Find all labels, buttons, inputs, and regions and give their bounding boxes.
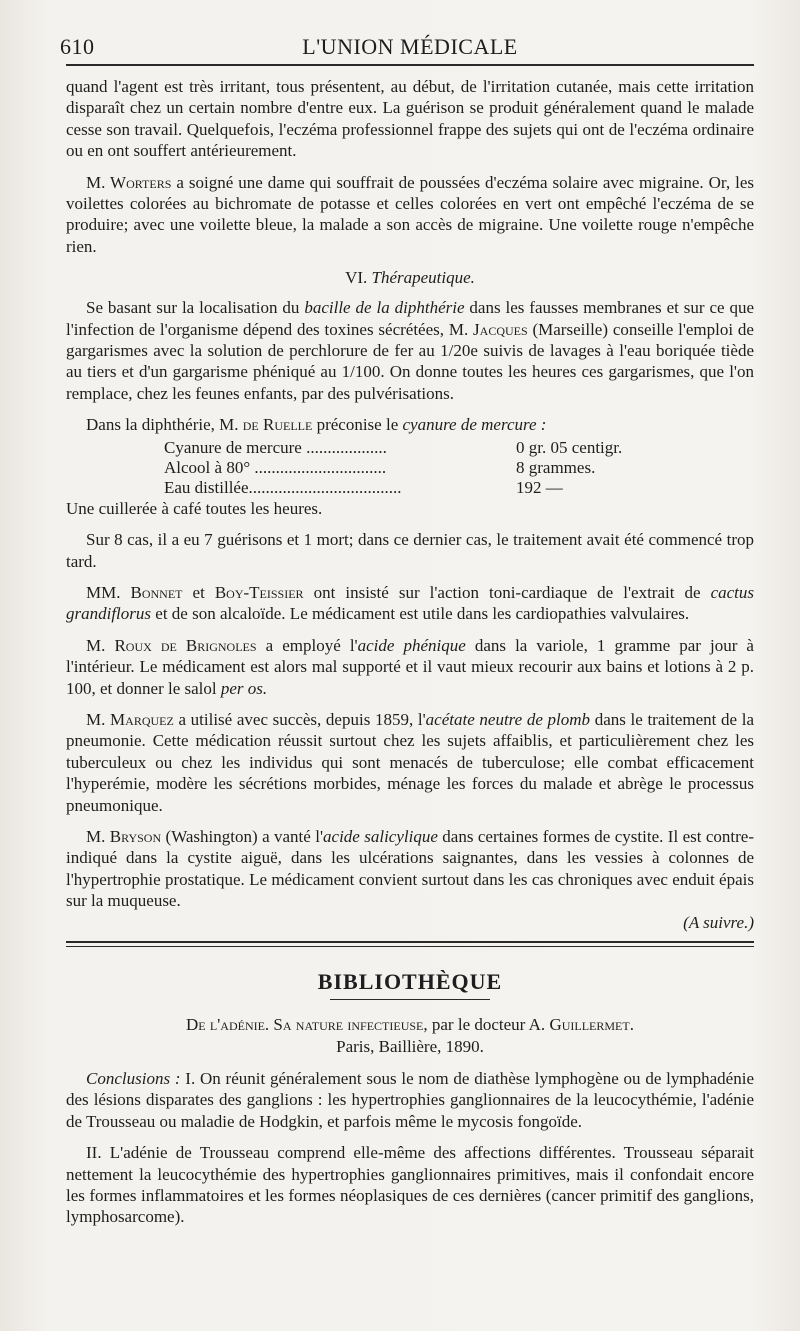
running-head <box>60 34 754 64</box>
italic-term: bacille de la diphthérie <box>304 298 465 318</box>
heading-underline <box>330 999 490 1000</box>
text-run: Se basant sur la localisation du <box>86 298 305 318</box>
author-name: Boy-Teissier <box>214 582 304 602</box>
formula-ingredient: Cyanure de mercure ................... <box>164 437 387 457</box>
book-reference <box>66 1014 754 1036</box>
paragraph-bryson <box>66 826 754 912</box>
text-run: M. <box>86 635 115 655</box>
italic-term: acétate neutre de plomb <box>425 709 591 729</box>
text-run: et <box>182 582 215 602</box>
text-run: I. On réunit généralement sous le nom de diathèse lymphogène ou de lymphadénie des lésions disparates des ganglions : les hypertrophies ganglionnaires de la leucocythémie, l'adénie de Trousseau ou maladie de Hodgkin, et parfois même le mycosis fongoïde. <box>66 1069 754 1131</box>
text-run: a utilisé avec succès, depuis 1859, l' <box>173 709 426 729</box>
section-separator <box>66 941 754 947</box>
publisher-line: Paris, Baillière, 1890. <box>336 1037 484 1056</box>
text-run: (Marseille) conseille l'emploi de gargarismes avec la solution de perchlorure de fer au 1/20e suivis de lavages à l'eau boriquée tiède au tiers et d'un gargarisme phéniqué au 1/100. On donne toutes les heures ces gargarismes, que l'on remplace, chez les feunes enfants, par des pulvérisations. <box>66 319 754 403</box>
text-run: a employé l' <box>256 635 358 655</box>
paragraph-eczema-professionnel: quand l'agent est très irritant, tous présentent, au début, de l'irritation cutanée, mais cette irritation disparaît chez un certain nombre d'entre eux. La guérison se produit généralement quand le malade cesse son travail. Quelquefois, l'eczéma professionnel frappe des sujets qui ont de l'eczéma ordinaire ou en ont souffert antérieurement. <box>66 77 754 161</box>
paragraph-bonnet <box>66 582 754 625</box>
bibliotheque-heading: BIBLIOTHÈQUE <box>317 969 503 994</box>
formula-quantity: 192 — <box>516 477 563 497</box>
separator-rule <box>66 941 754 943</box>
paragraph-worters <box>66 172 754 258</box>
text-run: dans la variole, 1 gramme par jour à l'intérieur. Le médicament est alors mal supporté et il vaut mieux recourir aux bains et lotions à 2 p. 100, et donner le salol <box>66 635 754 698</box>
text-run: par le docteur A. <box>427 1015 550 1034</box>
text-run: dans certaines formes de cystite. Il est contre-indiqué dans la cystite aiguë, dans les ulcérations saignantes, dans les vessies à colonnes de l'hypertrophie prostatique. Le médicament convient surtout dans les cas chroniques avec enduit épais sur la muqueuse. <box>66 826 754 911</box>
italic-term: cactus grandiflorus <box>66 582 754 624</box>
to-be-continued: (A suivre.) <box>683 912 754 932</box>
text-run: dans le traitement de la pneumonie. Cette médication réussit surtout chez les sujets affaiblis, et particulièrement chez les tuberculeux ou chez les individus qui sont menacés de tuberculose; elle combat efficacement l'hyperémie, modère les sécrétions morbides, ménage les forces du malade et abrège le processus pneumonique. <box>66 709 754 815</box>
book-title: De l'adénie. Sa nature infectieuse, <box>186 1015 428 1034</box>
author-name: de Ruelle <box>242 415 313 435</box>
section-heading <box>66 267 754 289</box>
journal-title: L'UNION MÉDICALE <box>302 34 518 59</box>
header-rule <box>66 64 754 66</box>
text-run: ont insisté sur l'action toni-cardiaque de l'extrait de <box>303 582 711 602</box>
author-name: Guillermet. <box>549 1015 634 1034</box>
formula-row <box>164 438 754 458</box>
formula-quantity: 8 grammes. <box>516 457 596 477</box>
italic-term: cyanure de mercure : <box>402 415 547 435</box>
author-name: Marquez <box>110 709 174 729</box>
paragraph-roux <box>66 635 754 699</box>
italic-term: acide phénique <box>357 635 466 655</box>
text-run: préconise le <box>312 415 403 435</box>
text-run: et de son alcaloïde. Le médicament est utile dans les cardiopathies valvulaires. <box>151 604 690 624</box>
paragraph-dosage: Une cuillerée à café toutes les heures. <box>66 498 323 518</box>
author-name: Bonnet <box>130 582 183 602</box>
formula-ingredient: Eau distillée.................................... <box>164 477 402 497</box>
text-run: (Washington) a vanté l' <box>161 826 324 846</box>
author-name: M. Worters <box>86 172 172 192</box>
text-run: M. <box>86 709 111 729</box>
text-run: M. <box>86 826 110 846</box>
italic-term: Conclusions : <box>86 1069 181 1088</box>
formula-quantity: 0 gr. 05 centigr. <box>516 437 623 457</box>
author-name: Jacques <box>473 319 528 339</box>
formula-ingredient: Alcool à 80° ............................... <box>164 457 387 477</box>
formula-row <box>164 478 754 498</box>
author-name: Bryson <box>109 826 162 846</box>
section-title: Thérapeutique. <box>371 268 475 288</box>
text-run: Dans la diphthérie, M. <box>86 415 243 435</box>
paragraph-text: a soigné une dame qui souffrait de poussées d'eczéma solaire avec migraine. Or, les voilettes colorées au bichromate de potasse et celles colorées en vert ont empêché l'eczéma de se produire; avec une voilette bleue, la malade a son accès de migraine. Une voilette rouge n'empêche rien. <box>66 172 754 256</box>
paragraph-adenie-trousseau: II. L'adénie de Trousseau comprend elle-même des affections différentes. Trousseau séparait nettement la leucocythémie des hypertrophies ganglionnaires primitives, mais il confondait encore les formes inflammatoires et les formes néoplasiques de ces dernières (cancer primitif des ganglions, lymphosarcome). <box>66 1143 754 1227</box>
paragraph-conclusions <box>66 1068 754 1132</box>
page-number: 610 <box>60 34 95 59</box>
prescription-formula <box>164 438 754 498</box>
separator-rule <box>66 946 754 947</box>
section-number: VI. <box>345 268 368 288</box>
formula-row <box>164 458 754 478</box>
text-run: dans les fausses membranes et sur ce que l'infection de l'organisme dépend des toxines sécrétées, M. <box>66 298 755 339</box>
paragraph-marquez <box>66 709 754 816</box>
paragraph-de-ruelle <box>66 414 754 435</box>
author-name: Roux de Brignoles <box>114 635 257 655</box>
paragraph-jacques <box>66 297 754 404</box>
italic-term: acide salicylique <box>323 826 438 846</box>
italic-term: per os. <box>220 678 268 698</box>
text-run: MM. <box>86 582 131 602</box>
paragraph-results: Sur 8 cas, il a eu 7 guérisons et 1 mort; dans ce dernier cas, le traitement avait été commencé trop tard. <box>66 530 754 571</box>
